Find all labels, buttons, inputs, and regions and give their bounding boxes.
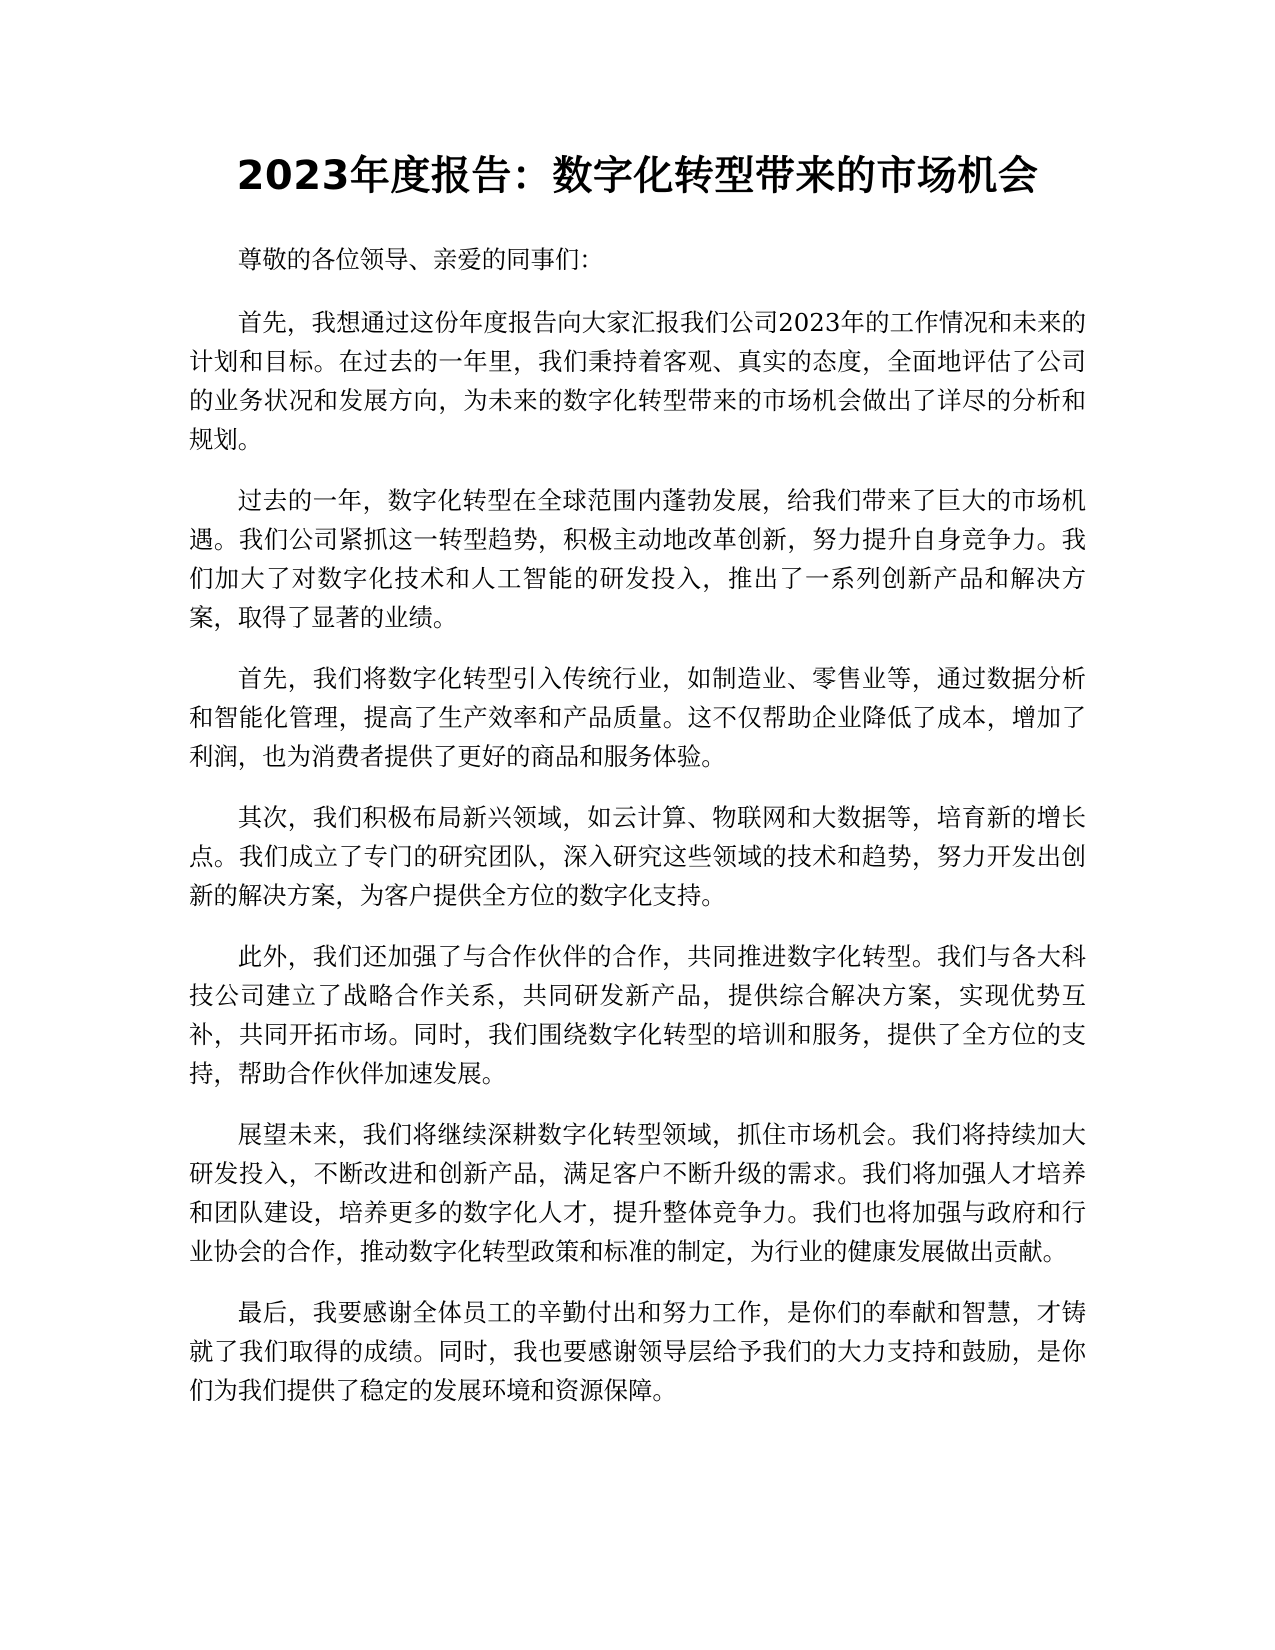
body-paragraph-5: 此外，我们还加强了与合作伙伴的合作，共同推进数字化转型。我们与各大科技公司建立了战略合作关系，共同研发新产品，提供综合解决方案，实现优势互补，共同开拓市场。同时，我们围绕数字化转型的培训和服务，提供了全方位的支持，帮助合作伙伴加速发展。 bbox=[189, 942, 1086, 1088]
body-paragraph-4: 其次，我们积极布局新兴领域，如云计算、物联网和大数据等，培育新的增长点。我们成立了专门的研究团队，深入研究这些领域的技术和趋势，努力开发出创新的解决方案，为客户提供全方位的数字化支持。 bbox=[189, 803, 1086, 910]
document-title: 2023年度报告：数字化转型带来的市场机会 bbox=[236, 153, 1039, 199]
body-paragraph-2: 过去的一年，数字化转型在全球范围内蓬勃发展，给我们带来了巨大的市场机遇。我们公司紧抓这一转型趋势，积极主动地改革创新，努力提升自身竞争力。我们加大了对数字化技术和人工智能的研发投入，推出了一系列创新产品和解决方案，取得了显著的业绩。 bbox=[189, 486, 1086, 632]
body-paragraph-1: 首先，我想通过这份年度报告向大家汇报我们公司2023年的工作情况和未来的计划和目标。在过去的一年里，我们秉持着客观、真实的态度，全面地评估了公司的业务状况和发展方向，为未来的数字化转型带来的市场机会做出了详尽的分析和规划。 bbox=[189, 308, 1086, 454]
body-paragraph-3: 首先，我们将数字化转型引入传统行业，如制造业、零售业等，通过数据分析和智能化管理，提高了生产效率和产品质量。这不仅帮助企业降低了成本，增加了利润，也为消费者提供了更好的商品和服务体验。 bbox=[189, 664, 1086, 771]
document-body bbox=[189, 240, 1086, 1432]
greeting-paragraph: 尊敬的各位领导、亲爱的同事们： bbox=[237, 245, 604, 274]
body-paragraph-7: 最后，我要感谢全体员工的辛勤付出和努力工作，是你们的奉献和智慧，才铸就了我们取得的成绩。同时，我也要感谢领导层给予我们的大力支持和鼓励，是你们为我们提供了稳定的发展环境和资源保障。 bbox=[189, 1298, 1086, 1405]
body-paragraph-6: 展望未来，我们将继续深耕数字化转型领域，抓住市场机会。我们将持续加大研发投入，不断改进和创新产品，满足客户不断升级的需求。我们将加强人才培养和团队建设，培养更多的数字化人才，提升整体竞争力。我们也将加强与政府和行业协会的合作，推动数字化转型政策和标准的制定，为行业的健康发展做出贡献。 bbox=[189, 1120, 1086, 1266]
